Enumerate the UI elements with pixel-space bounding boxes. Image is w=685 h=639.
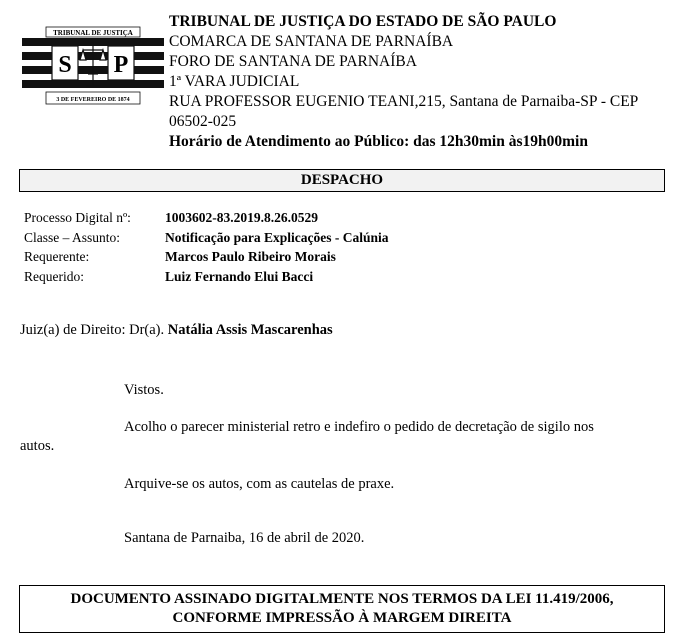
paragraph-arquive: Arquive-se os autos, com as cautelas de praxe.	[124, 476, 395, 492]
court-name: TRIBUNAL DE JUSTIÇA DO ESTADO DE SÃO PAULO	[169, 13, 557, 30]
seal-bottom-text: 3 DE FEVEREIRO DE 1874	[56, 97, 130, 103]
paragraph-vistos: Vistos.	[124, 382, 164, 398]
paragraph-acolho: Acolho o parecer ministerial retro e indefiro o pedido de decretação de sigilo nos	[124, 419, 594, 435]
case-row-processo	[24, 208, 388, 228]
foro-name: FORO DE SANTANA DE PARNAÍBA	[169, 53, 417, 70]
case-value: Luiz Fernando Elui Bacci	[165, 268, 314, 284]
case-value: Marcos Paulo Ribeiro Morais	[165, 249, 336, 264]
case-info	[24, 208, 388, 286]
document-title: DESPACHO	[19, 169, 665, 192]
case-label: Requerido:	[24, 268, 84, 284]
signature-notice-line-2: CONFORME IMPRESSÃO À MARGEM DIREITA	[172, 610, 512, 626]
public-hours: Horário de Atendimento ao Público: das 12h30min às19h00min	[169, 133, 588, 150]
case-label: Processo Digital nº:	[24, 210, 131, 225]
case-row-requerente	[24, 247, 388, 267]
digital-signature-notice	[19, 585, 665, 633]
judge-prefix: Juiz(a) de Direito: Dr(a).	[20, 322, 168, 338]
case-value: Notificação para Explicações - Calúnia	[165, 229, 389, 245]
judge-name: Natália Assis Mascarenhas	[167, 322, 333, 338]
seal-letter-p: P	[113, 52, 129, 78]
seal-top-text: TRIBUNAL DE JUSTIÇA	[53, 29, 133, 37]
paragraph-acolho-continuation: autos.	[20, 438, 55, 454]
document-header	[169, 12, 681, 152]
vara-name: 1ª VARA JUDICIAL	[169, 73, 300, 90]
address-line-2: 06502-025	[169, 113, 237, 130]
case-row-classe	[24, 228, 388, 248]
comarca-name: COMARCA DE SANTANA DE PARNAÍBA	[169, 33, 454, 50]
signature-notice-line-1: DOCUMENTO ASSINADO DIGITALMENTE NOS TERMOS DA LEI 11.419/2006,	[70, 591, 614, 607]
judge-line	[20, 322, 333, 339]
case-value: 1003602-83.2019.8.26.0529	[165, 210, 318, 225]
case-row-requerido	[24, 267, 388, 287]
address-line-1: RUA PROFESSOR EUGENIO TEANI,215, Santana de Parnaiba-SP - CEP	[169, 93, 639, 110]
case-label: Requerente:	[24, 249, 90, 264]
case-label: Classe – Assunto:	[24, 229, 121, 245]
tjsp-seal-logo	[22, 26, 164, 108]
date-place-line: Santana de Parnaiba, 16 de abril de 2020.	[124, 530, 365, 546]
seal-letter-s: S	[58, 52, 72, 78]
